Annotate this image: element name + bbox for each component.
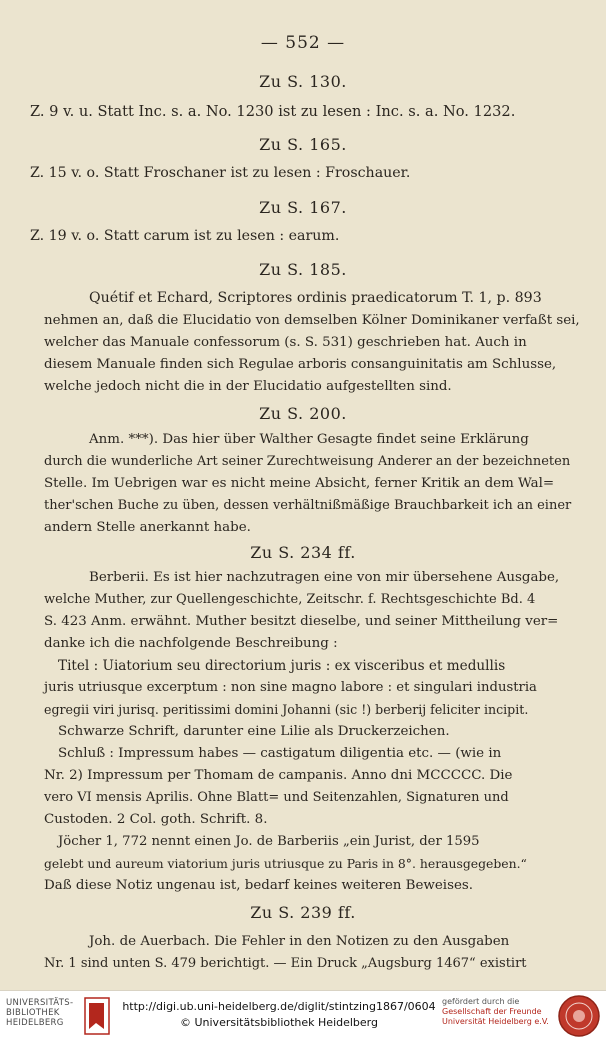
text-line: Schluß : Impressum habes — castigatum diligentia etc. — (wie in [58, 746, 502, 761]
text-line: Quétif et Echard, Scriptores ordinis praedicatorum T. 1, p. 893 [89, 290, 542, 306]
text-line: Custoden. 2 Col. goth. Schrift. 8. [44, 812, 268, 827]
text-line: Stelle. Im Uebrigen war es nicht meine Absicht, ferner Kritik an dem Wal= [44, 476, 555, 491]
copyright-notice: © Universitätsbibliothek Heidelberg [179, 1016, 378, 1029]
section-heading: Zu S. 165. [259, 135, 347, 154]
text-line: Jöcher 1, 772 nennt einen Jo. de Barberiis „ein Jurist, der 1595 [58, 834, 480, 849]
text-line: danke ich die nachfolgende Beschreibung : [44, 636, 338, 651]
university-seal-icon [557, 994, 601, 1038]
library-name: UNIVERSITÄTS- BIBLIOTHEK HEIDELBERG [6, 998, 74, 1028]
section-heading: Zu S. 239 ff. [250, 903, 356, 922]
text-line: Z. 9 v. u. Statt Inc. s. a. No. 1230 ist zu lesen : Inc. s. a. No. 1232. [30, 103, 516, 120]
page-number: — 552 — [260, 33, 346, 53]
text-line: Berberii. Es ist hier nachzutragen eine von mir übersehene Ausgabe, [89, 570, 560, 585]
text-line: Joh. de Auerbach. Die Fehler in den Notizen zu den Ausgaben [89, 934, 510, 949]
library-logo-icon [84, 997, 110, 1035]
text-line: welche Muther, zur Quellengeschichte, Zeitschr. f. Rechtsgeschichte Bd. 4 [44, 592, 536, 607]
text-line: vero VI mensis Aprilis. Ohne Blatt= und Seitenzahlen, Signaturen und [44, 790, 509, 805]
text-line: Nr. 2) Impressum per Thomam de campanis. Anno dni MCCCCC. Die [44, 768, 513, 783]
text-line: gelebt und aureum viatorium juris utriusque zu Paris in 8°. herausgegeben.“ [44, 856, 527, 871]
funding-note: gefördert durch die Gesellschaft der Freunde Universität Heidelberg e.V. [442, 997, 549, 1026]
text-line: egregii viri jurisq. peritissimi domini Johanni (sic !) berberij feliciter incipit. [44, 702, 529, 717]
section-heading: Zu S. 200. [259, 404, 347, 423]
text-line: Schwarze Schrift, darunter eine Lilie als Druckerzeichen. [58, 724, 450, 739]
text-line: Z. 15 v. o. Statt Froschaner ist zu lesen : Froschauer. [30, 165, 411, 181]
text-line: ther'schen Buche zu üben, dessen verhältnißmäßige Brauchbarkeit ich an einer [44, 498, 572, 513]
text-line: Anm. ***). Das hier über Walther Gesagte findet seine Erklärung [89, 432, 529, 447]
text-line: Nr. 1 sind unten S. 479 berichtigt. — Ein Druck „Augsburg 1467“ existirt [44, 956, 527, 971]
viewer-footer [0, 990, 606, 1039]
text-line: durch die wunderliche Art seiner Zurechtweisung Anderer an der bezeichneten [44, 454, 571, 469]
text-line: welche jedoch nicht die in der Elucidatio aufgestellten sind. [44, 379, 452, 394]
section-heading: Zu S. 167. [259, 198, 347, 217]
text-line: Titel : Uiatorium seu directorium juris : ex visceribus et medullis [58, 658, 506, 674]
text-line: nehmen an, daß die Elucidatio von demselben Kölner Dominikaner verfaßt sei, [44, 313, 580, 328]
text-line: diesem Manuale finden sich Regulae arboris consanguinitatis am Schlusse, [44, 357, 557, 372]
section-heading: Zu S. 130. [259, 72, 347, 91]
text-line: andern Stelle anerkannt habe. [44, 520, 251, 535]
text-line: Z. 19 v. o. Statt carum ist zu lesen : earum. [30, 228, 340, 244]
text-line: juris utriusque excerptum : non sine magno labore : et singulari industria [44, 680, 537, 695]
text-line: welcher das Manuale confessorum (s. S. 531) geschrieben hat. Auch in [44, 335, 527, 350]
section-heading: Zu S. 234 ff. [250, 543, 356, 562]
text-line: Daß diese Notiz ungenau ist, bedarf keines weiteren Beweises. [44, 878, 473, 893]
section-heading: Zu S. 185. [259, 260, 347, 279]
text-line: S. 423 Anm. erwähnt. Muther besitzt dieselbe, und seiner Mittheilung ver= [44, 614, 559, 629]
footer-center [118, 999, 440, 1031]
permalink-url[interactable]: http://digi.ub.uni-heidelberg.de/diglit/stintzing1867/0604 [122, 1000, 436, 1013]
